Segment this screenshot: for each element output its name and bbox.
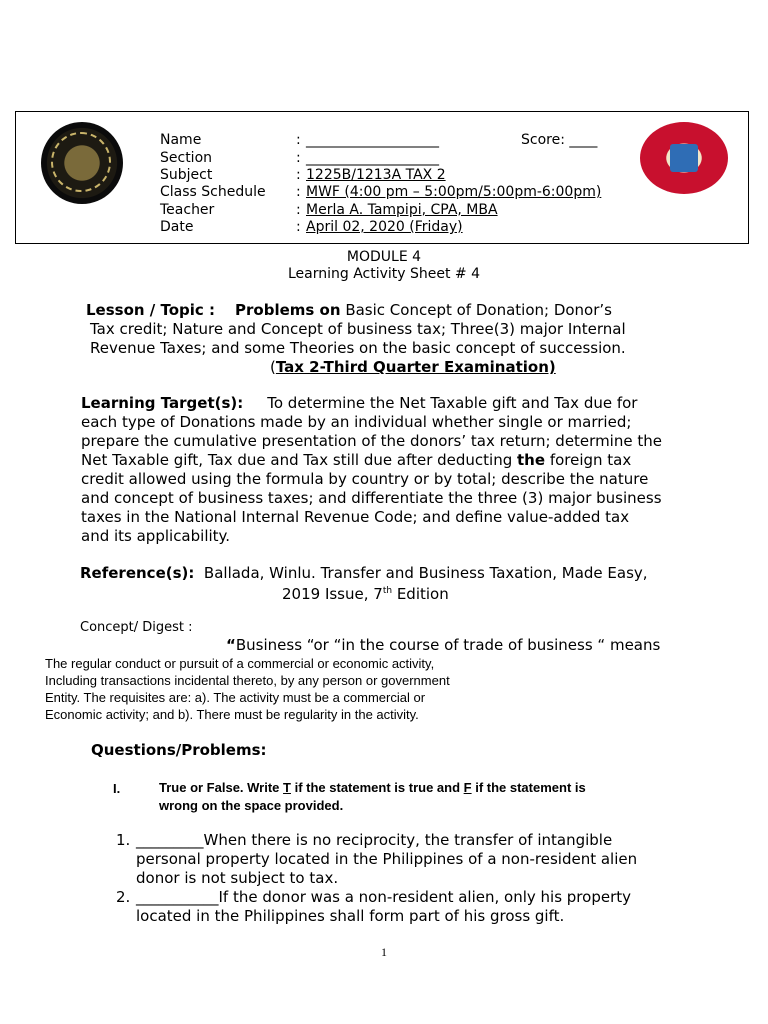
concept-quote-open: “ [226,636,236,654]
name-label: Name [160,132,202,148]
subject-label: Subject [160,167,213,183]
section-value: ___________________ [306,150,439,166]
lesson-line-1 [86,301,612,320]
reference-label: Reference(s): [80,564,195,582]
lesson-text-3: Revenue Taxes; and some Theories on the basic concept of succession. [90,339,626,357]
concept-label: Concept/ Digest : [80,620,193,635]
target-text-7: and its applicability. [81,527,231,545]
question-2-line-2: located in the Philippines shall form part of his gross gift. [136,907,565,925]
instruction-mid: if the statement is true and [290,780,464,795]
question-2-blank: ___________ [136,888,219,906]
concept-line-4: Economic activity; and b). There must be regularity in the activity. [45,707,419,722]
lesson-text-2: Tax credit; Nature and Concept of business tax; Three(3) major Internal [90,320,626,338]
name-colon: : [296,132,301,148]
module-title: MODULE 4 [346,249,422,265]
exam-line [270,358,556,377]
exam-open-paren: ( [270,358,276,376]
date-label: Date [160,219,194,235]
instruction-line-1 [159,779,586,797]
question-2-text-1: If the donor was a non-resident alien, only his property [218,888,631,906]
question-1-line-1 [136,831,612,850]
question-1-text-1: When there is no reciprocity, the transfer of intangible [203,831,613,849]
teacher-colon: : [296,202,301,218]
subject-value: 1225B/1213A TAX 2 [306,167,446,183]
question-2-number: 2. [116,888,131,906]
concept-quote-line [226,636,660,655]
target-text-0: To determine the Net Taxable gift and Tax due for [267,394,638,412]
target-text-5: and concept of business taxes; and differentiate the three (3) major business [81,489,662,507]
question-1-line-2: personal property located in the Philippines of a non-resident alien [136,850,638,868]
target-line-0 [81,394,637,413]
target-text-3a: Net Taxable gift, Tax due and Tax still due after deducting [81,451,518,469]
date-colon: : [296,219,301,235]
school-seal-left-logo [41,122,123,204]
reference-line-1 [80,564,648,583]
teacher-value: Merla A. Tampipi, CPA, MBA [306,202,498,218]
section-number: I. [113,781,121,796]
exam-title: Tax 2-Third Quarter Examination) [275,358,556,376]
class-schedule-colon: : [296,184,301,200]
instruction-line-2: wrong on the space provided. [159,798,344,813]
module-subtitle: Learning Activity Sheet # 4 [287,266,481,282]
reference-text-1: Ballada, Winlu. Transfer and Business Taxation, Made Easy, [203,564,648,582]
teacher-label: Teacher [160,202,215,218]
reference-text-2b: Edition [392,585,449,603]
target-text-3b: foreign tax [545,451,632,469]
instruction-pre: True or False. Write [159,780,284,795]
target-label: Learning Target(s): [81,394,244,412]
class-schedule-value: MWF (4:00 pm – 5:00pm/5:00pm-6:00pm) [306,184,602,200]
lesson-label: Lesson / Topic : [86,301,216,319]
subject-colon: : [296,167,301,183]
target-text-4: credit allowed using the formula by country or by total; describe the nature [81,470,649,488]
target-text-3 [81,451,631,470]
instruction-t: T [283,780,291,795]
question-2-line-1 [136,888,631,907]
section-label: Section [160,150,213,166]
reference-text-2: 2019 Issue, 7 [282,585,383,603]
page-number: 1 [381,945,387,959]
class-schedule-label: Class Schedule [160,184,266,200]
section-colon: : [296,150,301,166]
target-text-1: each type of Donations made by an individual whether single or married; [81,413,632,431]
question-1-line-3: donor is not subject to tax. [136,869,339,887]
concept-quote-text: Business “or “in the course of trade of business “ means [235,636,661,654]
lesson-text-1: Basic Concept of Donation; Donor’s [345,301,612,319]
instruction-post: if the statement is [471,780,586,795]
question-1-number: 1. [116,831,131,849]
name-value: ___________________ [306,132,439,148]
lesson-problems: Problems on [235,301,341,319]
questions-heading: Questions/Problems: [91,741,267,759]
question-1-blank: _________ [136,831,204,849]
reference-line-2 [282,582,449,604]
instruction-f: F [463,780,472,795]
concept-line-3: Entity. The requisites are: a). The activity must be a commercial or [45,690,426,705]
reference-sup: th [382,586,393,596]
cor-jesu-college-logo [640,122,728,194]
concept-line-1: The regular conduct or pursuit of a commercial or economic activity, [45,656,435,671]
target-text-2: prepare the cumulative presentation of the donors’ tax return; determine the [81,432,662,450]
date-value: April 02, 2020 (Friday) [306,219,463,235]
target-text-3-bold: the [517,451,546,469]
target-text-6: taxes in the National Internal Revenue Code; and define value-added tax [81,508,630,526]
score-label: Score: ____ [521,132,598,148]
concept-line-2: Including transactions incidental thereto, by any person or government [45,673,450,688]
